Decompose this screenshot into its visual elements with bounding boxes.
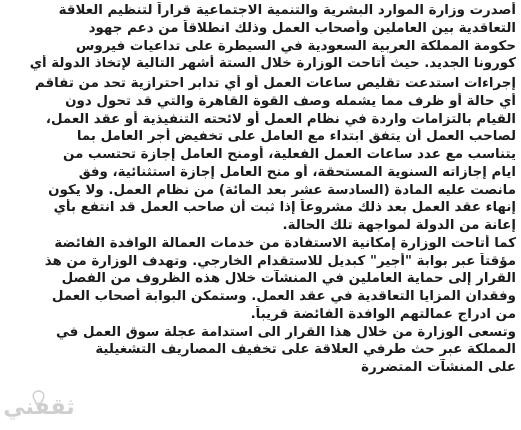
site-watermark [2,387,76,427]
article-line: ايام إجازاته السنوية المستحقة، أو منح العامل إجازة استثنائية، وفق [78,164,516,180]
article-line: على المنشآت المتضررة [361,360,516,375]
article-line: كورونا الجديد. حيث أتاحت الوزارة خلال الستة أشهر التالية لإتخاذ الدولة أي [29,56,516,72]
article-line: إجراءات استدعت تقليص ساعات العمل أو أي تدابر احترازية تحد من تفاقم [34,76,516,91]
article-line: القرار إلى حماية العاملين في المنشآت خلال هذه الظروف من الفصل [61,271,516,287]
article-line: أصدرت وزارة الموارد البشرية والتنمية الاجتماعية قراراً لتنظيم العلاقة [58,3,516,18]
article-line: إعانة من الدولة لمواجهة تلك الحالة. [282,218,516,233]
article-line: التعاقدية بين العاملين وأصحاب العمل وذلك انطلاقاً من دعم جهود [88,20,516,36]
article-line: مانصت عليه المادة (السادسة عشر بعد المائة) من نظام العمل. ولا يكون [48,182,516,198]
watermark-text: ثقفني [3,395,75,420]
article-line: لصاحب العمل أن يتفق ابتداء مع العامل على تخفيض أجر العامل بما [76,129,516,145]
article-line: يتناسب مع عدد ساعات العمل الفعلية، أومنح العامل إجازة تحتسب من [63,147,516,162]
article-line: مؤقتاً عبر بوابة "أجير" كبديل للاستقدام الخارجي. وتهدف الوزارة من هذ [44,253,516,269]
article-line: حكومة المملكة العربية السعودية في السيطرة على تداعيات فيروس [75,38,516,54]
article-line: أي حالة أو ظرف مما يشمله وصف القوة القاهرة والتي قد تحول دون [65,93,516,109]
article-line: من ادراج عمالتهم الوافدة الفائضة قريباً. [250,306,516,322]
article-line: المملكة عبر حث طرفي العلاقة على تخفيف المصاريف التشغيلية [95,342,516,358]
article-line: القيام بالتزامات واردة في نظام العمل أو لائحته التنفيذية أو عقد العمل، [45,111,516,127]
article-body [4,2,516,430]
article-line: وتسعى الوزارة من خلال هذا القرار الى استدامة عجلة سوق العمل في [55,324,516,340]
article-line: كما أتاحت الوزارة إمكانية الاستفادة من خدمات العمالة الوافدة الفائضة [54,235,516,251]
article-line: إنهاء عقد العمل بعد ذلك مشروعاً إذا ثبت أن صاحب العمل قد انتفع بأي [53,200,516,216]
article-line: وفقدان المزايا التعاقدية في عقد العمل. وستمكن البوابة أصحاب العمل [51,289,516,304]
